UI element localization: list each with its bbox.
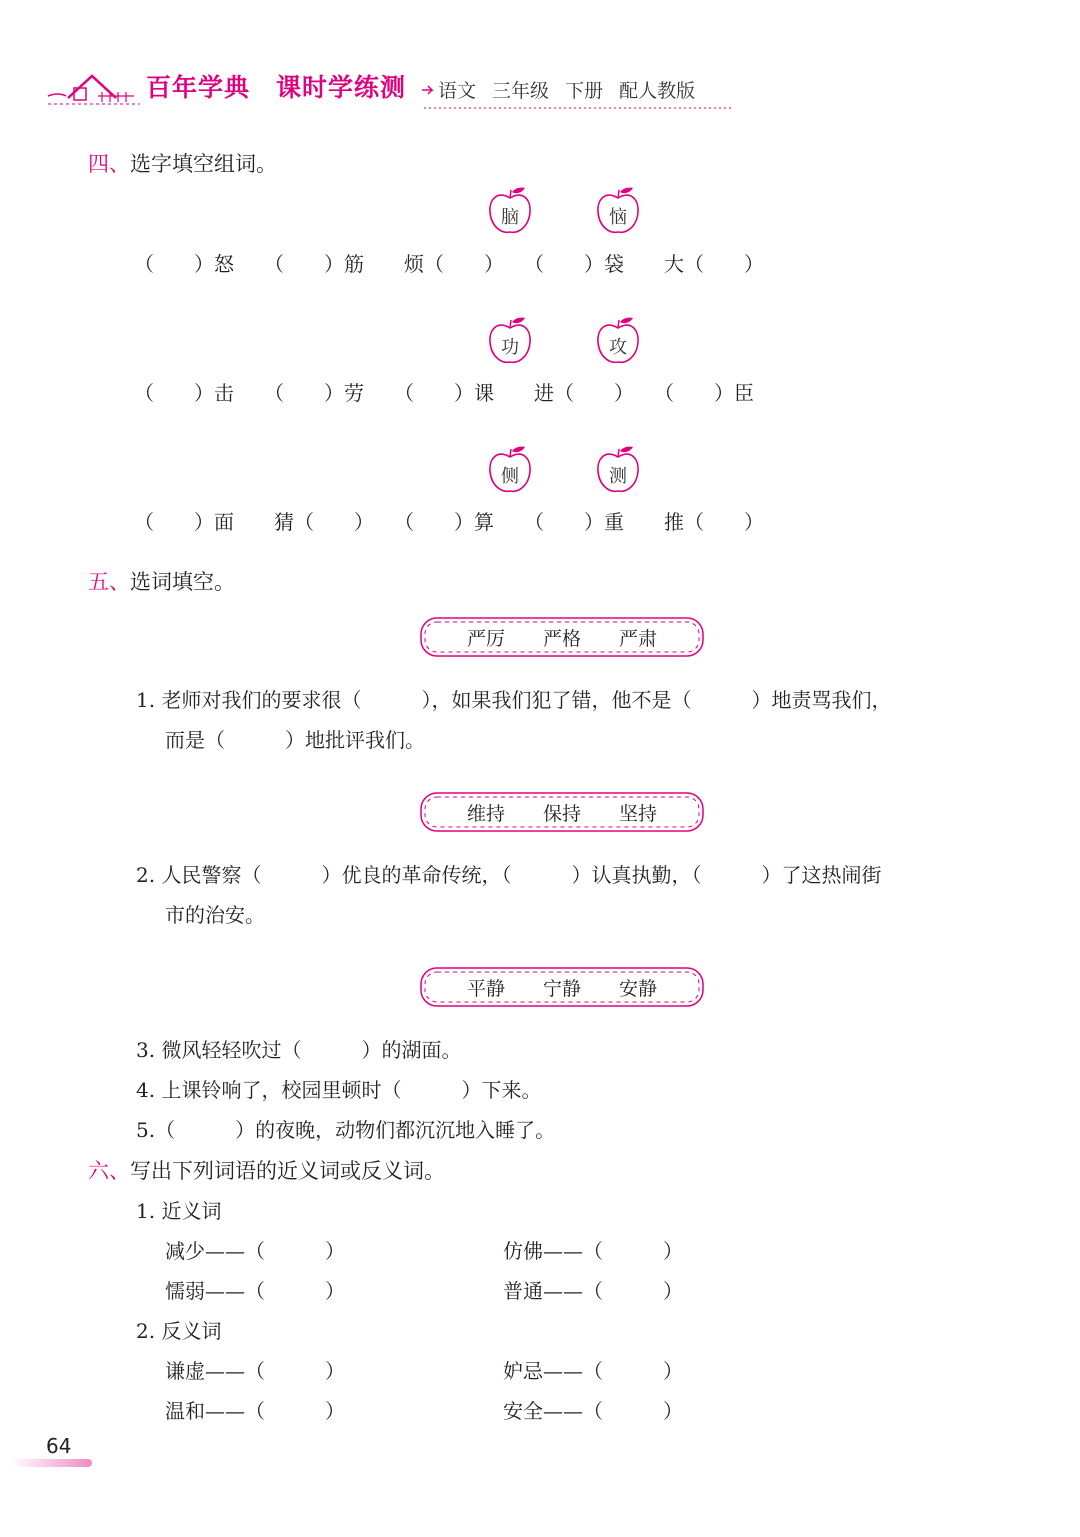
section5-number: 五、 <box>88 570 130 594</box>
word-pair-item: 温和——（ ） <box>165 1399 345 1423</box>
apple-char: 测 <box>609 466 627 487</box>
brand-title <box>146 68 406 104</box>
fill-row: （ ）面 猜（ ） （ ）算 （ ）重 推（ ） <box>134 510 764 534</box>
word-choice-box <box>417 614 707 660</box>
fill-row: （ ）击 （ ）劳 （ ）课 进（ ） （ ）臣 <box>134 381 754 405</box>
word-pair-item: 减少——（ ） <box>165 1239 345 1263</box>
word-pair-item: 安全——（ ） <box>503 1399 683 1423</box>
apple-char: 恼 <box>609 207 627 228</box>
section4-text: 选字填空组词。 <box>130 152 277 176</box>
apple-char: 侧 <box>501 466 519 487</box>
apple-char-icon <box>595 186 641 236</box>
apple-char: 脑 <box>501 207 519 228</box>
word-pair-item: 谦虚——（ ） <box>165 1359 345 1383</box>
question-3: 3. 微风轻轻吹过（ ）的湖面。 <box>136 1038 462 1062</box>
word-options: 严厉 严格 严肃 <box>466 628 657 650</box>
question-2-line1: 2. 人民警察（ ）优良的革命传统，（ ）认真执勤，（ ）了这热闹街 <box>136 863 882 887</box>
question-5: 5.（ ）的夜晚，动物们都沉沉地入睡了。 <box>136 1118 556 1142</box>
word-choice-box <box>417 964 707 1010</box>
brand-right: 课时学练测 <box>276 73 407 102</box>
section6-text: 写出下列词语的近义词或反义词。 <box>130 1159 445 1183</box>
word-pair-item: 懦弱——（ ） <box>165 1279 345 1303</box>
word-pair-item: 普通——（ ） <box>503 1279 683 1303</box>
section4-title <box>88 148 277 178</box>
page-bar-decoration <box>10 1458 94 1468</box>
apple-char: 攻 <box>609 337 627 358</box>
synonym-heading: 1. 近义词 <box>136 1199 222 1223</box>
section4-number: 四、 <box>88 152 130 176</box>
page-header <box>44 62 744 114</box>
antonym-heading: 2. 反义词 <box>136 1319 222 1343</box>
question-2-line2: 市的治安。 <box>165 903 265 927</box>
word-pair-item: 妒忌——（ ） <box>503 1359 683 1383</box>
page-number: 64 <box>46 1434 72 1458</box>
fill-row: （ ）怒 （ ）筋 烦（ ） （ ）袋 大（ ） <box>134 252 764 276</box>
apple-char-icon <box>487 316 533 366</box>
apple-char-icon <box>595 316 641 366</box>
word-choice-box <box>417 789 707 835</box>
word-options: 平静 宁静 安静 <box>466 978 657 1000</box>
apple-char: 功 <box>501 337 519 358</box>
section5-title <box>88 566 235 596</box>
section5-text: 选词填空。 <box>130 570 235 594</box>
section6-number: 六、 <box>88 1159 130 1183</box>
word-options: 维持 保持 坚持 <box>466 803 657 825</box>
section6-title <box>88 1155 445 1185</box>
apple-char-icon <box>487 186 533 236</box>
question-4: 4. 上课铃响了，校园里顿时（ ）下来。 <box>136 1078 542 1102</box>
question-1-line2: 而是（ ）地批评我们。 <box>165 728 425 752</box>
brand-left: 百年学典 <box>146 73 251 102</box>
apple-char-icon <box>595 445 641 495</box>
apple-char-icon <box>487 445 533 495</box>
book-subtitle: 语文 三年级 下册 配人教版 <box>438 80 696 102</box>
word-pair-item: 仿佛——（ ） <box>503 1239 683 1263</box>
question-1-line1: 1. 老师对我们的要求很（ ），如果我们犯了错，他不是（ ）地责骂我们， <box>136 688 892 712</box>
